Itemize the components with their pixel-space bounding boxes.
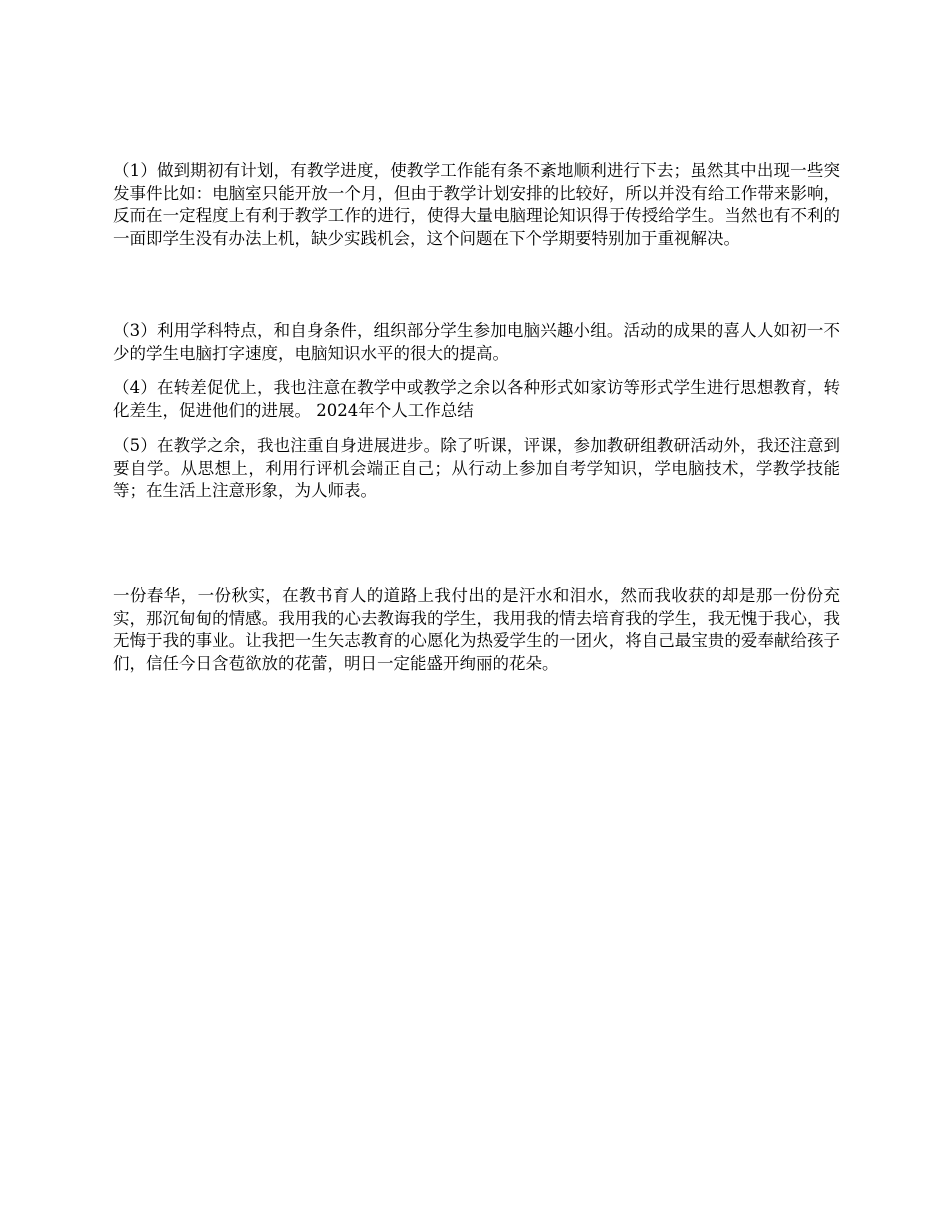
paragraph-plan: （1）做到期初有计划，有教学进度，使教学工作能有条不紊地顺利进行下去；虽然其中出现一些突发事件比如：电脑室只能开放一个月，但由于教学计划安排的比较好，所以并没有给工作带来影响，反而在一定程度上有利于教学工作的进行，使得大量电脑理论知识得于传授给学生。当然也有不利的一面即学生没有办法上机，缺少实践机会，这个问题在下个学期要特别加于重视解决。 bbox=[113, 161, 840, 248]
paragraph-interest-group: （3）利用学科特点，和自身条件，组织部分学生参加电脑兴趣小组。活动的成果的喜人人如初一不少的学生电脑打字速度，电脑知识水平的很大的提高。 bbox=[113, 321, 840, 363]
paragraph-closing: 一份春华，一份秋实，在教书育人的道路上我付出的是汗水和泪水，然而我收获的却是那一份份充实，那沉甸甸的情感。我用我的心去教诲我的学生，我用我的情去培育我的学生，我无愧于我心，我无悔于我的事业。让我把一生矢志教育的心愿化为热爱学生的一团火，将自己最宝贵的爱奉献给孩子们，信任今日含苞欲放的花蕾，明日一定能盛开绚丽的花朵。 bbox=[113, 586, 840, 673]
paragraph-self-development: （5）在教学之余，我也注重自身进展进步。除了听课，评课，参加教研组教研活动外，我还注意到要自学。从思想上，利用行评机会端正自己；从行动上参加自考学知识，学电脑技术，学教学技能等；在生活上注意形象，为人师表。 bbox=[113, 436, 840, 500]
paragraph-student-improvement: （4）在转差促优上，我也注意在教学中或教学之余以各种形式如家访等形式学生进行思想教育，转化差生，促进他们的进展。 2024年个人工作总结 bbox=[113, 378, 840, 420]
